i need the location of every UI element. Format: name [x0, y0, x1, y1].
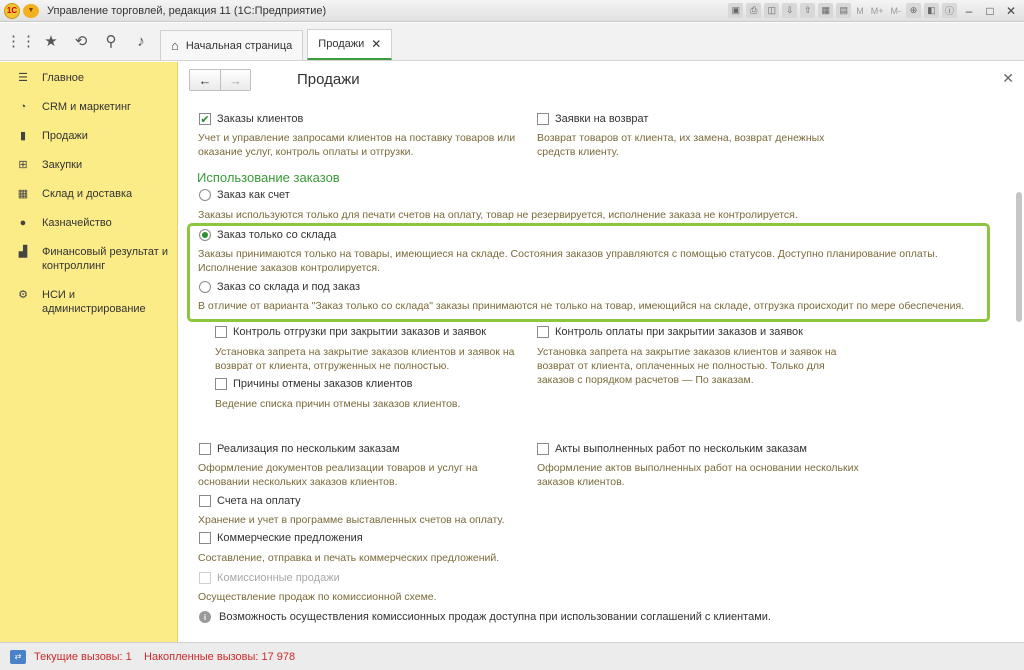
main-menu-icon[interactable]: ▼	[23, 4, 39, 18]
minimize-icon[interactable]: –	[965, 3, 973, 18]
calendar-icon[interactable]: ▤	[836, 3, 851, 18]
checkbox-box	[537, 113, 549, 125]
customer-orders-checkbox[interactable]	[199, 113, 303, 125]
order-from-stock-desc: Заказы принимаются только на товары, имеющиеся на складе. Состояния заказов управляются с помощью статусов. Доступно планирование оплаты. Исполнение заказов контролируется.	[198, 248, 938, 274]
memory-button[interactable]: M	[856, 5, 864, 16]
app-logo-icon[interactable]: 1С	[4, 3, 20, 19]
title-toolbar	[728, 3, 1020, 18]
radio-label: Заказ со склада и под заказ	[217, 281, 361, 293]
import-icon[interactable]: ⇧	[800, 3, 815, 18]
sidebar-item-label: Финансовый результат и контроллинг	[42, 246, 168, 272]
memory-minus-button[interactable]: M-	[890, 5, 901, 16]
apps-grid-icon[interactable]: ⋮⋮	[6, 33, 36, 50]
checkbox-box	[215, 326, 227, 338]
sidebar-item-label: Закупки	[42, 159, 83, 171]
radio-order-as-invoice[interactable]	[199, 189, 290, 201]
quick-tools	[0, 22, 156, 60]
memory-plus-button[interactable]: M+	[870, 5, 884, 16]
multi-order-acts-desc: Оформление актов выполненных работ на основании нескольких заказов клиентов.	[537, 462, 859, 488]
sidebar-item-sales[interactable]	[0, 123, 177, 149]
checkbox-label: Акты выполненных работ по нескольким заказам	[555, 443, 807, 455]
checkbox-box	[215, 378, 227, 390]
checkbox-label: Контроль отгрузки при закрытии заказов и заявок	[233, 326, 487, 338]
history-icon[interactable]: ⟲	[74, 33, 88, 50]
main-content	[179, 62, 1024, 642]
sidebar-item-main[interactable]	[0, 65, 177, 91]
multi-order-acts-checkbox[interactable]	[537, 443, 807, 455]
cancel-reasons-desc: Ведение списка причин отмены заказов клиентов.	[215, 398, 461, 410]
commercial-offers-checkbox[interactable]	[199, 532, 363, 544]
bell-icon[interactable]: ♪	[137, 32, 145, 50]
close-window-icon[interactable]: ✕	[1005, 3, 1017, 18]
checkbox-label: Причины отмены заказов клиентов	[233, 378, 413, 390]
sidebar-item-finance[interactable]	[0, 239, 177, 279]
info-note	[199, 611, 771, 623]
checkbox-label: Комиссионные продажи	[217, 572, 340, 584]
checkbox-box	[199, 443, 211, 455]
payment-control-checkbox[interactable]	[537, 326, 803, 338]
checkbox-label: Счета на оплату	[217, 495, 301, 507]
radio-label: Заказ как счет	[217, 189, 290, 201]
info-icon[interactable]: ⓘ	[942, 3, 957, 18]
save-icon[interactable]: ▣	[728, 3, 743, 18]
checkbox-box	[199, 495, 211, 507]
payment-control-desc: Установка запрета на закрытие заказов клиентов и заявок на возврат от клиента, оплаченных не полностью. Только для заказов с порядком расчетов — По заказам.	[537, 346, 837, 386]
order-stock-and-backorder-desc: В отличие от варианта "Заказ только со склада" заказы принимаются не только на товар, имеющийся на складе, отгрузка происходит по мере обеспечения.	[198, 300, 965, 312]
checkbox-label: Контроль оплаты при закрытии заказов и заявок	[555, 326, 803, 338]
radio-circle-selected	[199, 229, 211, 241]
status-bar	[0, 642, 1024, 670]
sidebar-item-label: Казначейство	[42, 217, 112, 229]
orders-usage-section-title: Использование заказов	[197, 170, 340, 185]
sidebar-item-treasury[interactable]	[0, 210, 177, 236]
tab-home-label: Начальная страница	[185, 39, 293, 52]
maximize-icon[interactable]: □	[986, 3, 994, 18]
return-requests-checkbox[interactable]	[537, 113, 648, 125]
return-requests-desc: Возврат товаров от клиента, их замена, возврат денежных средств клиенту.	[537, 132, 825, 158]
cancel-reasons-checkbox[interactable]	[215, 378, 412, 390]
bar-chart-icon: ▟	[18, 246, 28, 258]
calls-monitor-icon[interactable]: ⇄	[10, 650, 26, 664]
order-as-invoice-desc: Заказы используются только для печати счетов на оплату, товар не резервируется, исполнение заказа не контролируется.	[198, 209, 798, 221]
info-note-text: Возможность осуществления комиссионных продаж доступна при использовании соглашений с клиентами.	[219, 611, 771, 623]
radio-circle	[199, 281, 211, 293]
shipment-control-desc: Установка запрета на закрытие заказов клиентов и заявок на возврат от клиента, отгруженных не полностью.	[215, 346, 515, 372]
multi-order-sales-checkbox[interactable]	[199, 443, 400, 455]
panels-icon[interactable]: ◧	[924, 3, 939, 18]
sidebar-item-label: Главное	[42, 72, 85, 84]
sidebar	[0, 62, 178, 642]
sidebar-item-label: CRM и маркетинг	[42, 101, 132, 113]
back-arrow-icon[interactable]: ←	[190, 70, 220, 90]
coin-icon: ●	[19, 217, 27, 229]
forward-arrow-icon[interactable]: →	[220, 70, 250, 90]
scrollbar-thumb[interactable]	[1016, 192, 1022, 322]
multi-order-sales-desc: Оформление документов реализации товаров и услуг на основании нескольких заказов клиентов.	[198, 462, 478, 488]
window-title: Управление торговлей, редакция 11 (1С:Предприятие)	[47, 4, 327, 17]
favorites-star-icon[interactable]: ★	[44, 33, 58, 50]
print-icon[interactable]: ⎙	[746, 3, 761, 18]
bag-icon: ▮	[19, 130, 27, 142]
title-bar	[0, 0, 1024, 22]
search-icon[interactable]: ⚲	[105, 33, 117, 50]
checkmark-icon: ✔	[200, 113, 210, 126]
shipment-control-checkbox[interactable]	[215, 326, 486, 338]
calculator-icon[interactable]: ▦	[818, 3, 833, 18]
invoices-desc: Хранение и учет в программе выставленных счетов на оплату.	[198, 514, 505, 526]
sidebar-item-label: НСИ и администрирование	[42, 289, 146, 315]
invoices-checkbox[interactable]	[199, 495, 301, 507]
tab-sales[interactable]	[307, 29, 392, 60]
info-circle-icon: i	[199, 611, 211, 623]
tab-home[interactable]	[160, 30, 303, 60]
gear-icon: ⚙	[18, 289, 28, 301]
checkbox-box	[199, 532, 211, 544]
sidebar-item-admin[interactable]	[0, 282, 177, 322]
page-title: Продажи	[297, 71, 360, 88]
zoom-icon[interactable]: ⊕	[906, 3, 921, 18]
export-icon[interactable]: ⇩	[782, 3, 797, 18]
menu-lines-icon: ☰	[18, 72, 28, 84]
commission-sales-checkbox	[199, 572, 340, 584]
cart-icon: ⊞	[18, 159, 28, 171]
radio-label: Заказ только со склада	[217, 229, 337, 241]
tab-bar	[0, 23, 1024, 61]
sidebar-item-purchases[interactable]	[0, 152, 177, 178]
checkbox-box	[537, 326, 549, 338]
home-icon: ⌂	[171, 38, 179, 53]
close-form-icon[interactable]: ✕	[1002, 70, 1014, 86]
pie-chart-icon: ◔	[19, 101, 27, 113]
status-calls-text: Текущие вызовы: 1 Накопленные вызовы: 17 978	[34, 650, 296, 663]
radio-order-stock-and-backorder[interactable]	[199, 281, 360, 293]
commercial-offers-desc: Составление, отправка и печать коммерческих предложений.	[198, 552, 500, 564]
sidebar-item-label: Продажи	[42, 130, 88, 142]
checkbox-box	[537, 443, 549, 455]
sidebar-item-label: Склад и доставка	[42, 188, 133, 200]
radio-circle	[199, 189, 211, 201]
preview-icon[interactable]: ◫	[764, 3, 779, 18]
checkbox-label: Заявки на возврат	[555, 113, 649, 125]
sidebar-item-crm[interactable]	[0, 94, 177, 120]
commission-sales-desc: Осуществление продаж по комиссионной схеме.	[198, 591, 437, 603]
close-tab-icon[interactable]: ✕	[371, 37, 382, 51]
checkbox-label: Коммерческие предложения	[217, 532, 363, 544]
radio-order-from-stock[interactable]	[199, 229, 336, 241]
nav-buttons	[189, 69, 251, 91]
checkbox-label: Реализация по нескольким заказам	[217, 443, 400, 455]
warehouse-icon: ▦	[17, 188, 29, 200]
checkbox-box-disabled	[199, 572, 211, 584]
tab-sales-label: Продажи	[318, 38, 365, 50]
customer-orders-desc: Учет и управление запросами клиентов на поставку товаров или оказание услуг, контроль оплаты и отгрузки.	[198, 132, 516, 158]
checkbox-label: Заказы клиентов	[217, 113, 304, 125]
sidebar-item-warehouse[interactable]	[0, 181, 177, 207]
